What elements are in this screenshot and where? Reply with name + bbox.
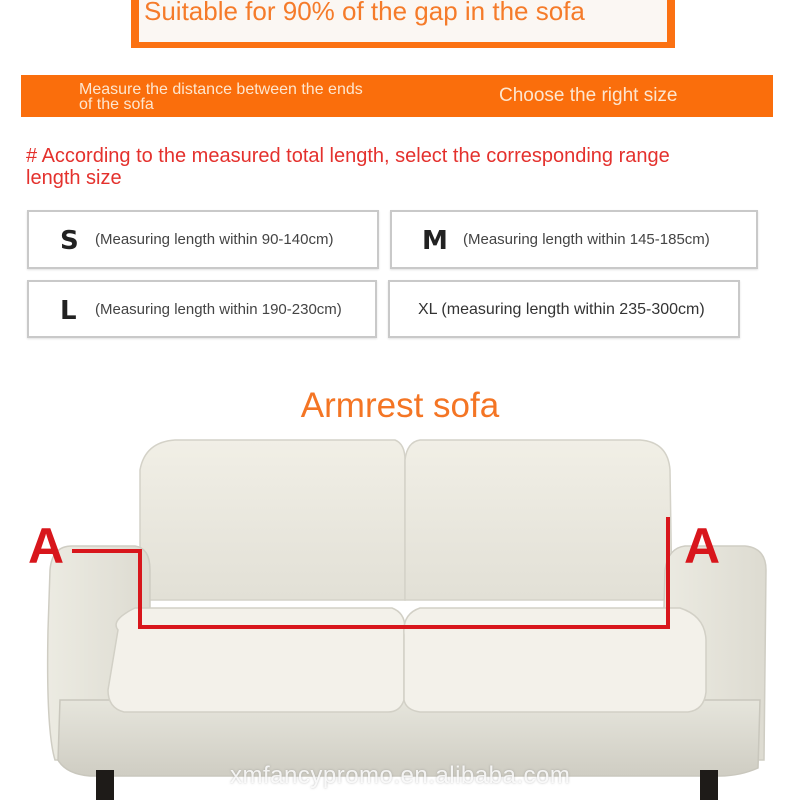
marker-a-left: A bbox=[28, 518, 65, 574]
size-description: (Measuring length within 90-140cm) bbox=[95, 231, 334, 248]
size-letter: L bbox=[60, 296, 77, 326]
size-description: (Measuring length within 145-185cm) bbox=[463, 231, 710, 248]
sofa-type-title: Armrest sofa bbox=[300, 386, 500, 425]
top-banner-panel bbox=[139, 0, 667, 42]
sofa-leg bbox=[96, 770, 114, 800]
marker-a-right: A bbox=[684, 518, 721, 574]
guide-choose-text: Choose the right size bbox=[499, 85, 678, 106]
size-option-l bbox=[27, 280, 377, 338]
instruction-text: # According to the measured total length, select the corresponding range length size bbox=[26, 145, 670, 189]
back-cushion-left bbox=[140, 440, 405, 600]
measurement-guide-bar bbox=[21, 75, 773, 117]
size-description: (Measuring length within 190-230cm) bbox=[95, 301, 342, 318]
size-description: XL (measuring length within 235-300cm) bbox=[418, 301, 705, 318]
size-option-m bbox=[390, 210, 758, 269]
watermark: xmfancypromo.en.alibaba.com bbox=[230, 762, 571, 789]
armrest-sofa-illustration bbox=[0, 430, 800, 800]
seat-cushion-right bbox=[404, 608, 706, 712]
top-banner bbox=[131, 0, 675, 48]
seat-cushion-left bbox=[108, 608, 405, 712]
sofa-leg bbox=[700, 770, 718, 800]
guide-measure-text: Measure the distance between the ends of the sofa bbox=[79, 81, 363, 113]
size-option-s bbox=[27, 210, 379, 269]
size-letter: M bbox=[422, 226, 448, 256]
size-letter: S bbox=[60, 226, 79, 256]
top-banner-text: Suitable for 90% of the gap in the sofa bbox=[144, 0, 585, 26]
back-cushion-right bbox=[405, 440, 672, 600]
size-option-xl bbox=[388, 280, 740, 338]
